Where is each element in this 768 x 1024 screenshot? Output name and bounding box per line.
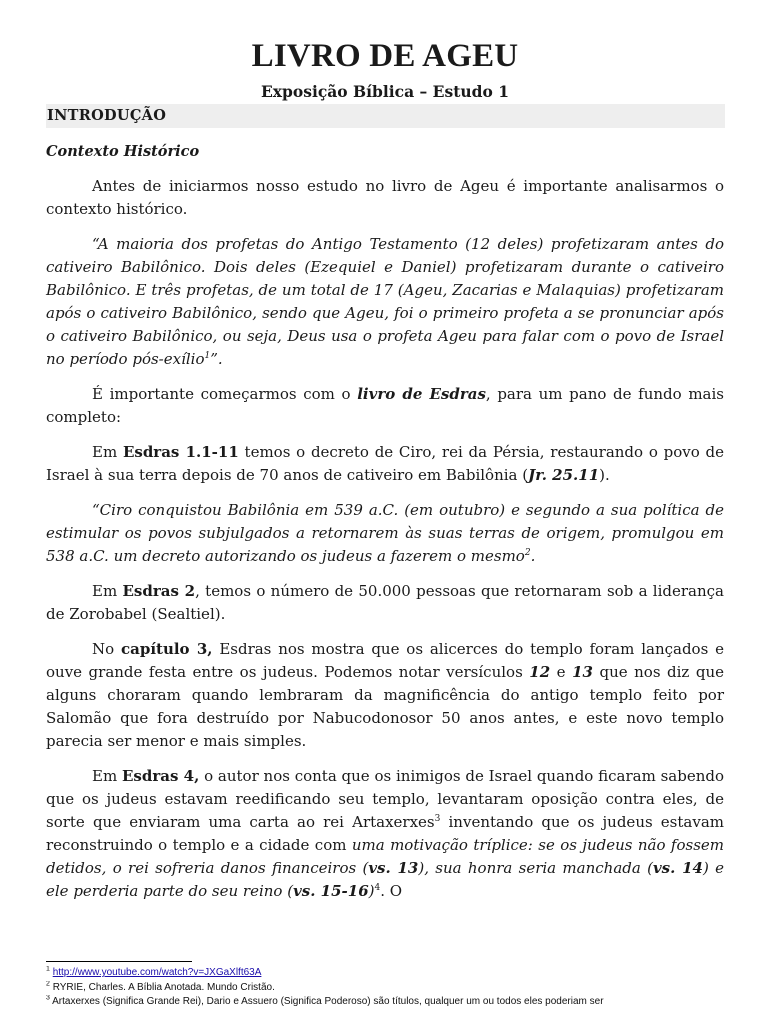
paragraph-8: Em Esdras 4, o autor nos conta que os inimigos de Israel quando ficaram sabendo que os judeus estavam reedificando seu templo, levantaram oposição contra eles, de sorte que enviaram uma carta ao rei Artaxerxes$^3$ inventando que os judeus estavam reconstruindo o templo e a cidade com uma motivação tríplice: se os judeus não fossem detidos, o rei sofreria danos financeiros (vs. 13), sua honra seria manchada (vs. 14) e ele perderia parte do seu reino (vs. 15-16)$^4$. O — [46, 767, 724, 900]
section-heading: INTRODUÇÃO — [46, 104, 725, 128]
footnote-ref-4[interactable]: 4 — [374, 883, 381, 893]
footnote-1: $^1$ http://www.youtube.com/watch?v=JXGaXlft63A — [46, 966, 262, 978]
body-text — [46, 175, 724, 915]
emphasis-livro-esdras: livro de Esdras — [357, 385, 486, 403]
footnote-link-youtube[interactable]: http://www.youtube.com/watch?v=JXGaXlft63A — [52, 967, 262, 978]
ref-esdras-2: Esdras 2 — [122, 582, 196, 600]
ref-esdras-1: Esdras 1.1-11 — [122, 443, 239, 461]
ref-vs-14: vs. 14 — [652, 859, 703, 877]
document-subtitle: Exposição Bíblica – Estudo 1 — [260, 82, 509, 101]
footnotes — [46, 966, 724, 1010]
footnote-separator — [46, 961, 192, 962]
footnote-3: $^3$ Artaxerxes (Significa Grande Rei), Dario e Assuero (Significa Poderoso) são títulos, qualquer um ou todos eles poderiam ser — [46, 995, 604, 1007]
paragraph-2-quote: “A maioria dos profetas do Antigo Testamento (12 deles) profetizaram antes do cativeiro Babilônico. Dois deles (Ezequiel e Daniel) profetizaram durante o cativeiro Babilônico. E três profetas, de um total de 17 (Ageu, Zacarias e Malaquias) profetizaram após o cativeiro Babilônico, sendo que Ageu, foi o primeiro profeta a se pronunciar após o cativeiro Babilônico, ou seja, Deus usa o profeta Ageu para falar com o povo de Israel no período pós-exílio$^1$”. — [46, 235, 724, 368]
footnote-ref-1[interactable]: 1 — [204, 351, 211, 361]
ref-jeremias: Jr. 25.11 — [528, 466, 600, 484]
paragraph-5-quote: “Ciro conquistou Babilônia em 539 a.C. (em outubro) e segundo a sua política de estimular os povos subjulgados a retornarem às suas terras de origem, promulgou em 538 a.C. um decreto autorizando os judeus a fazerem o mesmo$^2$. — [46, 501, 724, 565]
footnote-ref-2[interactable]: 2 — [524, 548, 531, 558]
footnote-ref-3[interactable]: 3 — [434, 814, 441, 824]
paragraph-1: Antes de iniciarmos nosso estudo no livro de Ageu é importante analisarmos o contexto histórico. — [46, 177, 724, 218]
verse-13: 13 — [572, 663, 593, 681]
paragraph-3: É importante começarmos com o livro de Esdras, para um pano de fundo mais completo: — [46, 385, 724, 426]
paragraph-4: Em Esdras 1.1-11 temos o decreto de Ciro, rei da Pérsia, restaurando o povo de Israel à sua terra depois de 70 anos de cativeiro em Babilônia (Jr. 25.11). — [46, 443, 724, 484]
footnote-2: $^2$ RYRIE, Charles. A Bíblia Anotada. Mundo Cristão. — [46, 980, 275, 993]
ref-vs-13: vs. 13 — [368, 859, 419, 877]
subheading: Contexto Histórico — [46, 143, 200, 160]
document-title: LIVRO DE AGEU — [251, 38, 519, 74]
paragraph-6: Em Esdras 2, temos o número de 50.000 pessoas que retornaram sob a liderança de Zorobabel (Sealtiel). — [46, 582, 724, 623]
ref-vs-15-16: vs. 15-16 — [293, 882, 369, 900]
paragraph-7: No capítulo 3, Esdras nos mostra que os alicerces do templo foram lançados e ouve grande festa entre os judeus. Podemos notar versículos 12 e 13 que nos diz que alguns choraram quando lembraram da magnificência do antigo templo feito por Salomão que fora destruído por Nabucodonosor 50 anos antes, e este novo templo parecia ser menor e mais simples. — [46, 640, 724, 750]
ref-capitulo-3: capítulo 3, — [120, 640, 213, 658]
verse-12: 12 — [529, 663, 551, 681]
ref-esdras-4: Esdras 4, — [121, 767, 200, 785]
